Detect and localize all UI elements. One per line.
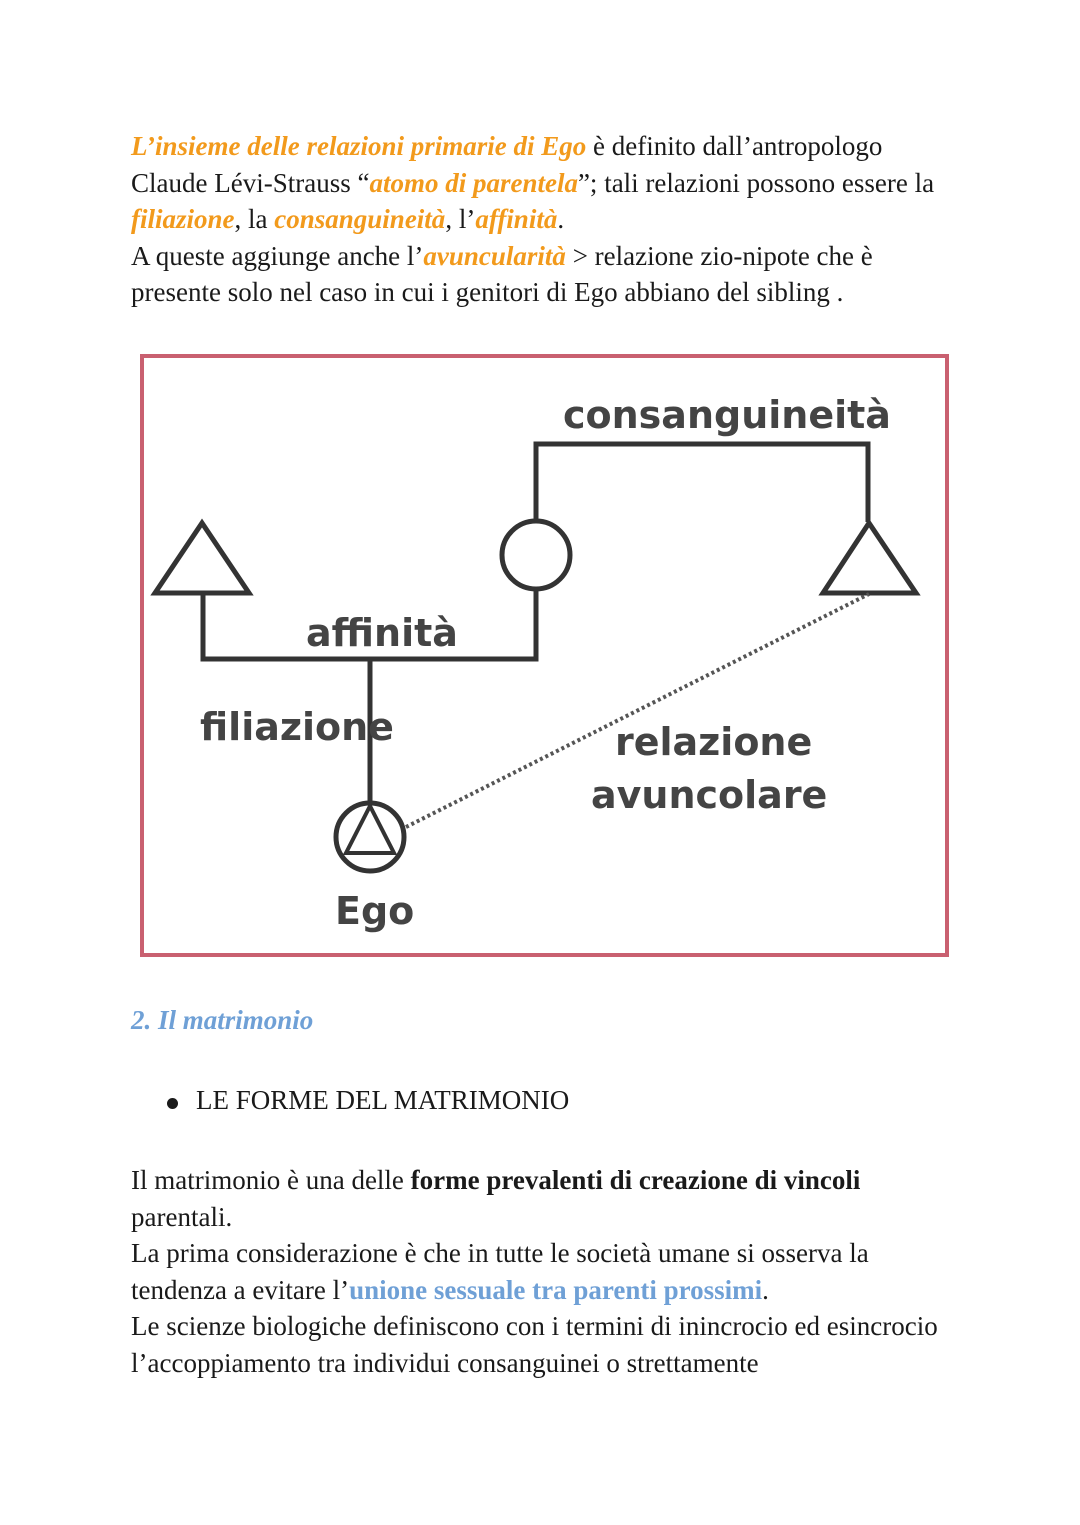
intro-text: , l’ xyxy=(445,204,476,234)
highlight-filiazione: filiazione xyxy=(131,204,235,234)
list-item xyxy=(131,1085,569,1116)
label-consanguineita: consanguineità xyxy=(563,393,891,437)
label-affinita: affinità xyxy=(306,611,458,655)
intro-text: > relazione zio-nipote che è presente solo nel caso in cui i genitori di Ego abbiano del sibling . xyxy=(131,240,873,307)
label-avuncolare: avuncolare xyxy=(591,773,828,817)
intro-paragraph xyxy=(131,128,961,311)
body-paragraph xyxy=(131,1162,961,1381)
body-text: Il matrimonio è una delle xyxy=(131,1165,411,1195)
intro-text: . xyxy=(557,204,565,234)
highlight-consanguineita: consanguineità xyxy=(274,204,446,234)
intro-text: ”; tali relazioni possono essere la xyxy=(577,167,935,198)
intro-text: è definito dall’antropologo Claude Lévi-Strauss “ xyxy=(131,131,883,198)
mother-circle-icon xyxy=(502,521,570,589)
intro-text: A queste aggiunge anche l’ xyxy=(131,240,424,271)
body-text: . xyxy=(762,1274,769,1305)
highlight-unione-sessuale: unione sessuale tra parenti prossimi xyxy=(349,1274,763,1305)
highlight-avuncularita: avuncularità xyxy=(423,240,566,271)
body-text: parentali. xyxy=(131,1201,233,1232)
kinship-diagram xyxy=(138,352,951,959)
bullet-text: LE FORME DEL MATRIMONIO xyxy=(196,1085,570,1115)
body-text: La prima considerazione è che in tutte le società umane si osserva la tendenza a evitare l’ xyxy=(131,1238,869,1305)
intro-text: , la xyxy=(234,204,275,234)
bullet-list xyxy=(131,1085,569,1116)
label-relazione: relazione xyxy=(615,720,813,764)
highlight-atomo-parentela: atomo di parentela xyxy=(369,167,578,198)
bold-forme-prevalenti: forme prevalenti di creazione di vincoli xyxy=(410,1165,861,1195)
section-title: 2. Il matrimonio xyxy=(131,1005,314,1035)
label-ego: Ego xyxy=(335,889,415,933)
body-text: Le scienze biologiche definiscono con i termini di inincrocio ed esincrocio l’accoppiamento tra individui consanguinei o strettamente xyxy=(131,1311,938,1378)
bullet-dot-icon xyxy=(167,1098,178,1109)
highlight-relazioni-primarie: L’insieme delle relazioni primarie di Ego xyxy=(131,131,587,161)
label-filiazione: filiazione xyxy=(200,705,394,749)
highlight-affinita: affinità xyxy=(475,204,558,234)
ego-circle-icon xyxy=(336,803,404,871)
